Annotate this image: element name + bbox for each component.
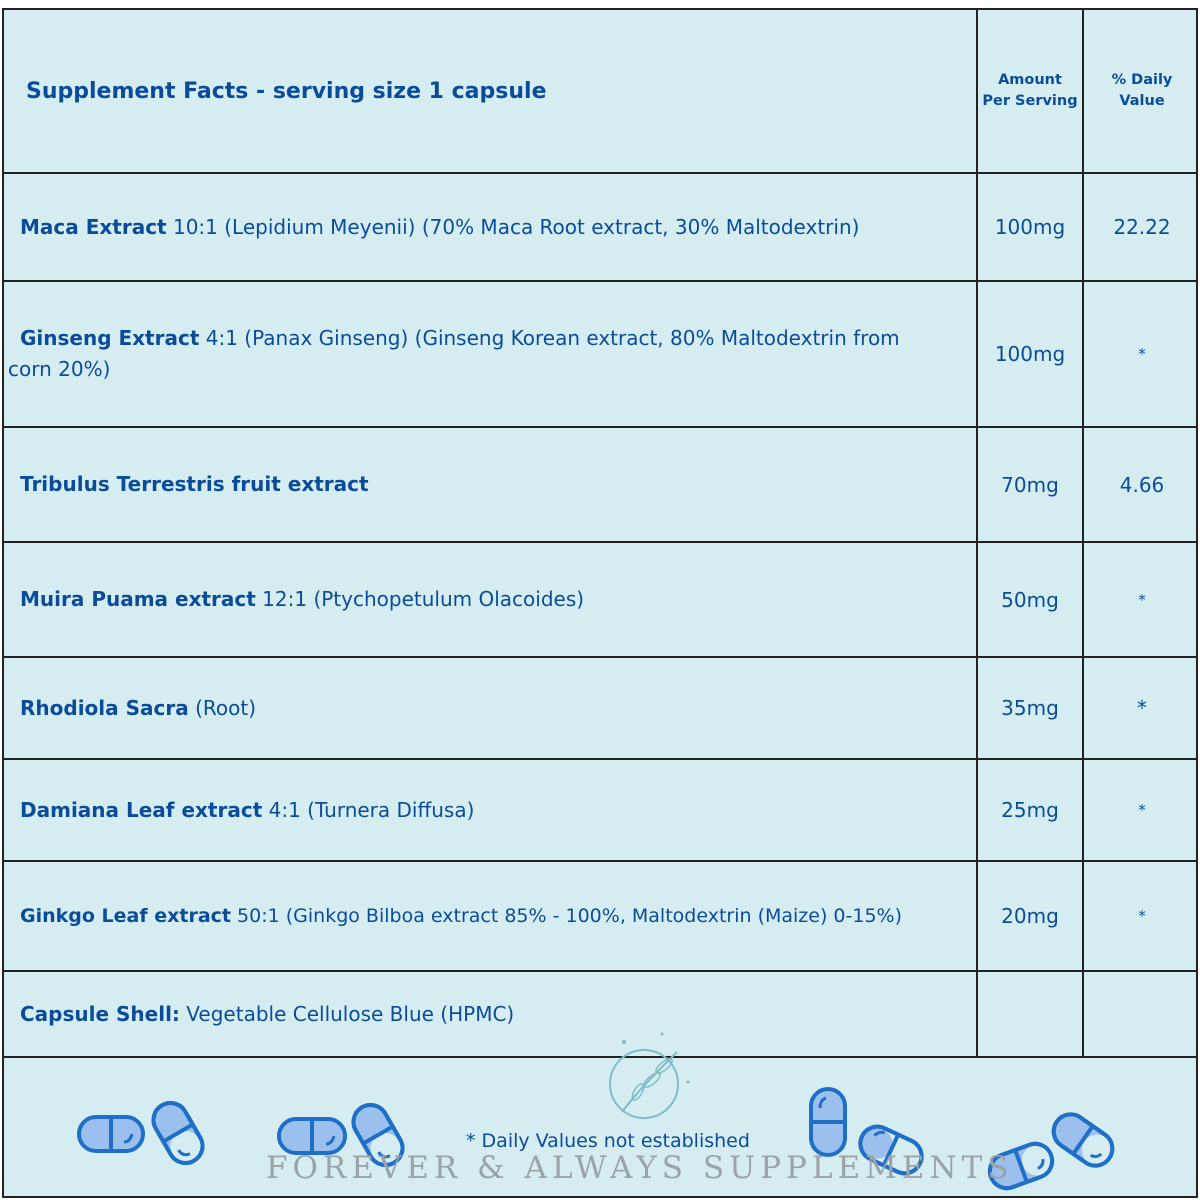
ingredient-detail: Vegetable Cellulose Blue (HPMC) — [179, 1001, 515, 1026]
dv-cell — [1082, 543, 1198, 656]
footer — [4, 1058, 1198, 1198]
ingredient-bold: Ginseng Extract — [20, 326, 200, 350]
amount-cell — [976, 543, 1082, 656]
dv-value: * — [1137, 696, 1147, 720]
ingredient-cell — [4, 760, 976, 860]
amount-value: 25mg — [1001, 798, 1059, 822]
ingredient-detail: 10:1 (Lepidium Meyenii) (70% Maca Root extract, 30% Maltodextrin) — [166, 214, 860, 239]
amount-cell — [976, 174, 1082, 280]
amount-cell — [976, 760, 1082, 860]
dv-cell — [1082, 658, 1198, 758]
ingredient-bold: Maca Extract — [20, 214, 167, 239]
ingredient-detail: 50:1 (Ginkgo Bilboa extract 85% - 100%, Maltodextrin (Maize) 0-15%) — [231, 904, 902, 927]
capsule-icon — [150, 1098, 206, 1168]
dv-cell — [1082, 428, 1198, 541]
ingredient-bold: Rhodiola Sacra — [20, 695, 189, 720]
daily-values-note: * Daily Values not established — [466, 1130, 750, 1152]
table-row — [4, 543, 1198, 658]
ingredient-cell — [4, 428, 976, 541]
panel-title: Supplement Facts - serving size 1 capsule — [26, 78, 547, 104]
ingredient-bold: Ginkgo Leaf extract — [20, 904, 231, 927]
ingredient-cell — [4, 282, 976, 426]
daily-value-heading — [1112, 70, 1173, 112]
dv-cell — [1082, 760, 1198, 860]
dv-heading-line2: Value — [1119, 93, 1165, 109]
dv-cell — [1082, 972, 1198, 1056]
table-row — [4, 862, 1198, 972]
amount-cell — [976, 282, 1082, 426]
table-row — [4, 428, 1198, 543]
capsule-icon — [76, 1114, 146, 1154]
ingredient-name — [18, 693, 256, 724]
ingredient-cell — [4, 862, 976, 970]
ingredient-cell — [4, 174, 976, 280]
ingredient-name — [18, 795, 474, 826]
dv-value: * — [1138, 801, 1146, 819]
amount-cell — [976, 862, 1082, 970]
capsule-icon — [1048, 1108, 1118, 1172]
amount-value: 50mg — [1001, 587, 1059, 612]
ingredient-cell — [4, 543, 976, 656]
dv-cell — [1082, 862, 1198, 970]
dv-value: * — [1138, 907, 1146, 925]
ingredient-bold: Tribulus Terrestris fruit extract — [20, 472, 369, 496]
amount-value: 70mg — [1001, 472, 1059, 497]
ingredient-bold: Damiana Leaf extract — [20, 797, 263, 822]
amount-cell — [976, 658, 1082, 758]
amount-value: 35mg — [1001, 696, 1059, 720]
ingredient-bold: Muira Puama extract — [20, 587, 256, 611]
ingredient-name — [8, 323, 900, 385]
capsule-icon — [808, 1086, 848, 1158]
amount-value: 20mg — [1001, 904, 1059, 928]
dv-cell — [1082, 174, 1198, 280]
amount-heading-line2: Per Serving — [982, 93, 1078, 109]
header-row — [4, 10, 1198, 174]
supplement-facts-panel — [2, 8, 1198, 1198]
ingredient-detail: 4:1 (Panax Ginseng) (Ginseng Korean extract, 80% Maltodextrin from — [199, 326, 900, 350]
ingredient-name — [18, 469, 369, 500]
header-dv-cell — [1082, 10, 1198, 172]
ingredient-detail: (Root) — [188, 695, 257, 720]
table-row — [4, 760, 1198, 862]
table-row — [4, 174, 1198, 282]
ingredient-cell — [4, 658, 976, 758]
ingredient-detail: 4:1 (Turnera Diffusa) — [262, 797, 475, 822]
brand-name: FOREVER & ALWAYS SUPPLEMENTS — [266, 1150, 1014, 1186]
ingredient-detail-continued: corn 20%) — [8, 357, 111, 381]
dv-value: 22.22 — [1113, 215, 1171, 239]
ingredient-detail: 12:1 (Ptychopetulum Olacoides) — [255, 587, 585, 611]
dv-value: * — [1138, 345, 1146, 363]
ingredient-cell — [4, 972, 976, 1056]
dv-heading-line1: % Daily — [1111, 72, 1173, 88]
amount-heading-line1: Amount — [998, 72, 1062, 88]
dv-value: 4.66 — [1119, 472, 1165, 497]
ingredient-name — [18, 999, 514, 1030]
header-amount-cell — [976, 10, 1082, 172]
dv-cell — [1082, 282, 1198, 426]
amount-cell — [976, 972, 1082, 1056]
table-row — [4, 282, 1198, 428]
amount-value: 100mg — [994, 215, 1066, 239]
amount-per-serving-heading — [982, 70, 1077, 112]
dv-value: * — [1138, 590, 1146, 609]
ingredient-bold: Capsule Shell: — [20, 1001, 180, 1026]
ingredient-name — [18, 584, 584, 615]
amount-value: 100mg — [994, 342, 1066, 366]
ingredient-name — [18, 901, 902, 932]
leaf-logo-icon — [592, 1022, 702, 1132]
amount-cell — [976, 428, 1082, 541]
ingredient-name — [18, 212, 859, 243]
header-title-cell — [4, 10, 976, 172]
table-row — [4, 658, 1198, 760]
